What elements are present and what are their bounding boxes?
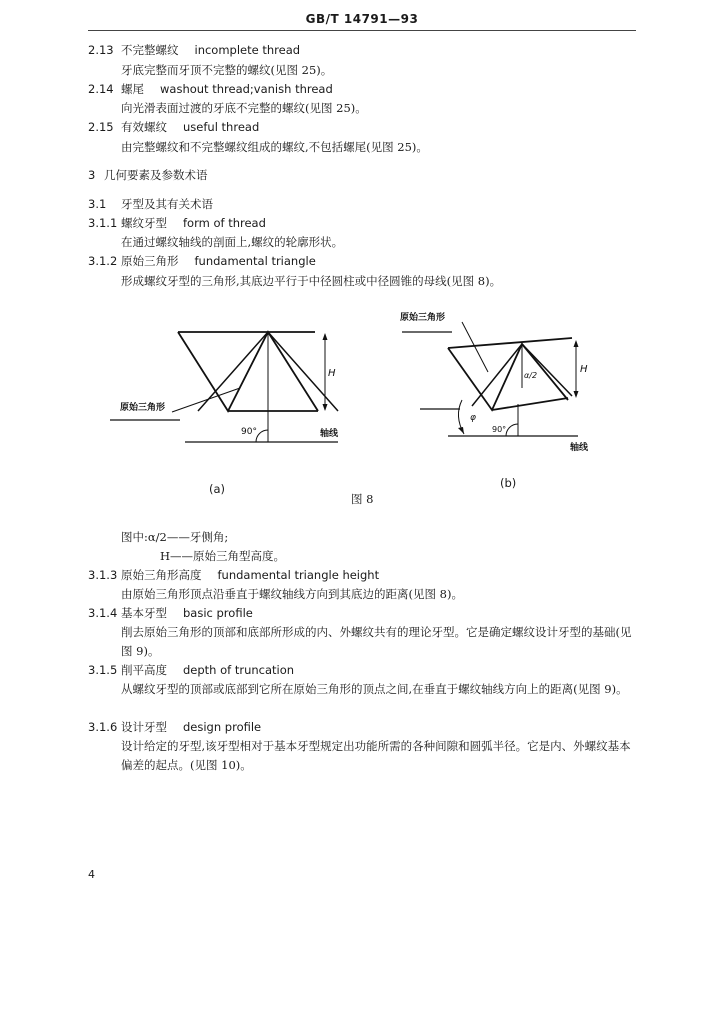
page-number: 4 xyxy=(88,868,95,881)
triangle-top-edge xyxy=(448,338,572,348)
term-definition: 牙底完整而牙顶不完整的螺纹(见图 25)。 xyxy=(121,63,333,77)
angle-label: 90° xyxy=(492,425,507,434)
figure-title: 图 8 xyxy=(351,492,374,506)
term-zh: 螺纹牙型 xyxy=(121,216,167,230)
term-number: 3.1.2 xyxy=(88,254,118,268)
angle-label: 90° xyxy=(241,427,257,437)
term-zh: 设计牙型 xyxy=(121,720,167,734)
term-zh: 原始三角形 xyxy=(121,254,179,268)
term-definition: 设计给定的牙型,该牙型相对于基本牙型规定出功能所需的各种间隙和圆弧半径。它是内、外螺纹基本偏差的起点。(见图 10)。 xyxy=(121,739,631,772)
height-label: H xyxy=(328,368,336,379)
term-heading xyxy=(121,43,300,57)
term-zh: 不完整螺纹 xyxy=(121,43,179,57)
right-angle-arc xyxy=(256,430,268,442)
term-en: basic profile xyxy=(183,606,253,620)
triangle-label: 原始三角形 xyxy=(400,313,446,323)
height-arrow-bottom xyxy=(323,404,328,411)
term-en: washout thread;vanish thread xyxy=(160,82,333,96)
term-en: fundamental triangle height xyxy=(217,568,380,582)
term-definition: 在通过螺纹轴线的剖面上,螺纹的轮廓形状。 xyxy=(121,235,344,249)
axis-label: 轴线 xyxy=(570,443,589,453)
term-en: incomplete thread xyxy=(194,43,301,57)
term-heading xyxy=(121,254,316,268)
subsection-title: 牙型及其有关术语 xyxy=(121,197,213,211)
legend-line-1: 图中:α/2——牙侧角; xyxy=(121,530,229,544)
legend-line-2: H——原始三角型高度。 xyxy=(160,549,286,563)
thread-profile xyxy=(178,332,318,411)
term-en: fundamental triangle xyxy=(194,254,316,268)
term-number: 2.14 xyxy=(88,82,114,96)
term-heading xyxy=(121,720,261,734)
term-definition: 削去原始三角形的顶部和底部所形成的内、外螺纹共有的理论牙型。它是确定螺纹设计牙型的基础(见图 9)。 xyxy=(121,625,632,658)
figure-8a xyxy=(110,318,360,458)
half-angle-label: α/2 xyxy=(524,371,538,380)
height-label: H xyxy=(580,364,588,375)
term-zh: 基本牙型 xyxy=(121,606,167,620)
section-number: 3 xyxy=(88,168,96,182)
height-arrow-top xyxy=(574,340,579,347)
term-zh: 削平高度 xyxy=(121,663,167,677)
triangle-bottom-edge xyxy=(492,398,568,410)
section-title: 几何要素及参数术语 xyxy=(104,168,208,182)
subsection-number: 3.1 xyxy=(88,197,107,211)
term-en: useful thread xyxy=(183,120,260,134)
term-number: 3.1.4 xyxy=(88,606,118,620)
height-arrow-top xyxy=(323,333,328,340)
phi-label: φ xyxy=(470,413,476,423)
axis-label: 轴线 xyxy=(320,429,339,439)
term-heading xyxy=(121,606,253,620)
term-zh: 原始三角形高度 xyxy=(121,568,202,582)
phi-arrow xyxy=(458,427,464,434)
term-definition: 由完整螺纹和不完整螺纹组成的螺纹,不包括螺尾(见图 25)。 xyxy=(121,140,428,154)
term-en: design profile xyxy=(183,720,262,734)
term-heading xyxy=(121,82,333,96)
term-heading xyxy=(121,216,266,230)
term-number: 3.1.3 xyxy=(88,568,118,582)
term-en: depth of truncation xyxy=(183,663,295,677)
figure-caption-b: (b) xyxy=(500,476,517,490)
triangle-label: 原始三角形 xyxy=(120,403,166,413)
figure-caption-a: (a) xyxy=(209,482,226,496)
term-heading xyxy=(121,120,259,134)
term-definition: 向光滑表面过渡的牙底不完整的螺纹(见图 25)。 xyxy=(121,101,367,115)
standard-code-header: GB/T 14791—93 xyxy=(305,12,419,26)
term-number: 3.1.6 xyxy=(88,720,118,734)
figure-8b xyxy=(400,308,610,458)
height-arrow-bottom xyxy=(574,391,579,398)
term-number: 3.1.5 xyxy=(88,663,118,677)
term-number: 3.1.1 xyxy=(88,216,118,230)
term-heading xyxy=(121,568,379,582)
term-number: 2.13 xyxy=(88,43,114,57)
term-en: form of thread xyxy=(183,216,266,230)
term-definition: 从螺纹牙型的顶部或底部到它所在原始三角形的顶点之间,在垂直于螺纹轴线方向上的距离(见图 9)。 xyxy=(121,682,628,696)
term-number: 2.15 xyxy=(88,120,114,134)
term-definition: 由原始三角形顶点沿垂直于螺纹轴线方向到其底边的距离(见图 8)。 xyxy=(121,587,463,601)
term-definition: 形成螺纹牙型的三角形,其底边平行于中径圆柱或中径圆锥的母线(见图 8)。 xyxy=(121,274,502,288)
term-zh: 螺尾 xyxy=(121,82,144,96)
term-zh: 有效螺纹 xyxy=(121,120,167,134)
right-angle-arc xyxy=(506,424,518,436)
term-heading xyxy=(121,663,294,677)
header-rule xyxy=(88,30,636,31)
